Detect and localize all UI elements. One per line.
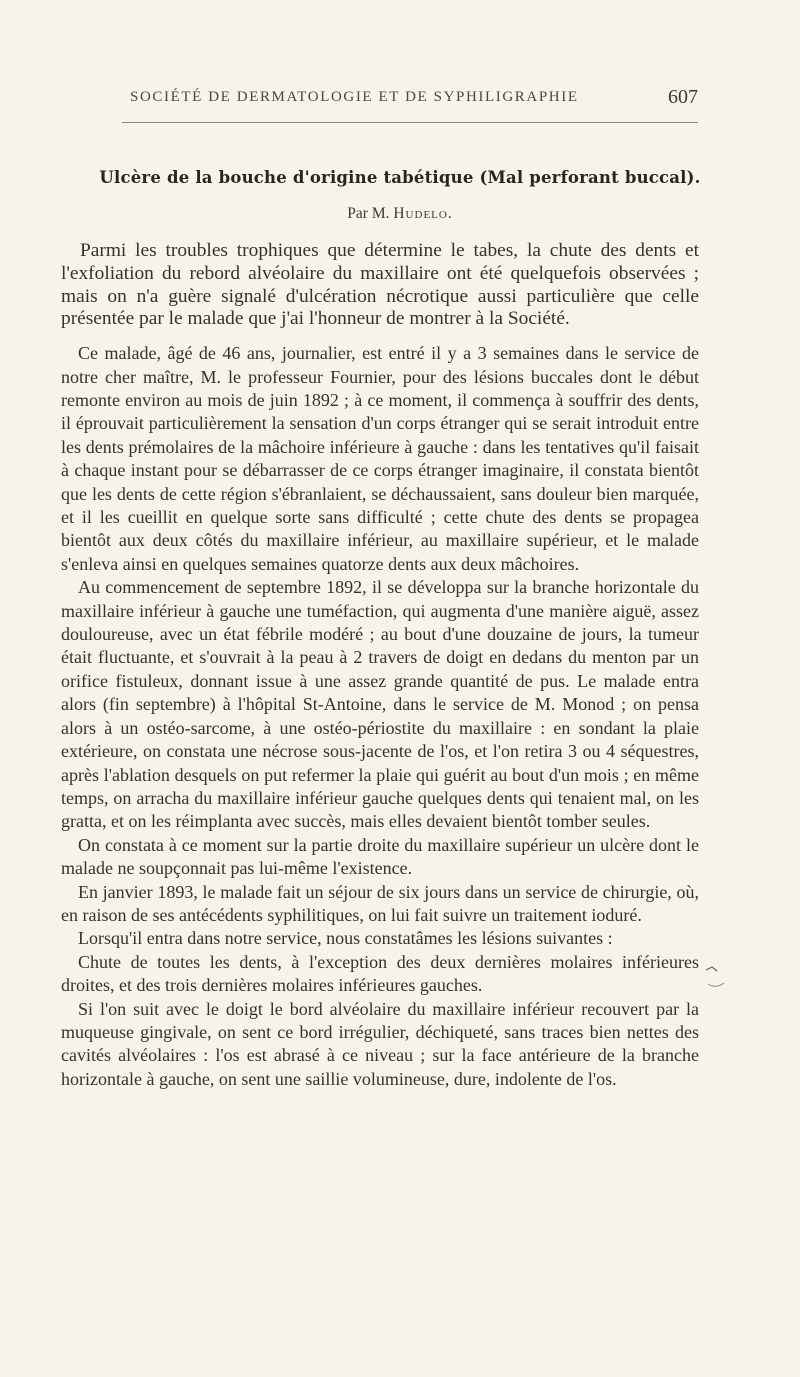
article-body bbox=[61, 240, 699, 1091]
article-title: Ulcère de la bouche d'origine tabétique (Mal perforant buccal). bbox=[99, 168, 701, 187]
paragraph: Si l'on suit avec le doigt le bord alvéolaire du maxillaire inférieur recouvert par la muqueuse gingivale, on sent ce bord irrégulier, déchiqueté, sans traces bien nettes des cavités alvéolaires : l'os est abrasé à ce niveau ; sur la face antérieure de la branche horizontale à gauche, on sent une saillie volumineuse, dure, indolente de l'os. bbox=[61, 998, 699, 1089]
author-name: Hudelo. bbox=[393, 205, 453, 222]
page-header bbox=[122, 86, 698, 120]
paragraph: Lorsqu'il entra dans notre service, nous constatâmes les lésions suivantes : bbox=[78, 928, 613, 949]
paragraph: Au commencement de septembre 1892, il se développa sur la branche horizontale du maxillaire inférieur à gauche une tuméfaction, qui augmenta d'une manière aiguë, assez douloureuse, avec un état fébrile modéré ; au bout d'une douzaine de jours, la tumeur était fluctuante, et s'ouvrait à la peau à 2 travers de doigt en dedans du menton par un orifice fistuleux, donnant issue à une assez grande quantité de pus. Le malade entra alors (fin septembre) à l'hôpital St-Antoine, dans le service de M. Monod ; on pensa alors à un ostéo-sarcome, à une ostéo-périostite du maxillaire : en sondant la plaie extérieure, on constata une nécrose sous-jacente de l'os, et l'on retira 3 ou 4 séquestres, après l'ablation desquels on put refermer la plaie qui guérit au bout d'un mois ; en même temps, on arracha du maxillaire inférieur gauche quelques dents qui tenaient mal, on les gratta, et on les réimplanta avec succès, mais elles devaient bientôt tomber seules. bbox=[61, 577, 699, 832]
paragraph: Chute de toutes les dents, à l'exception des deux dernières molaires inférieures droites, et des trois dernières molaires inférieures gauches. bbox=[61, 951, 699, 996]
margin-pencil-mark bbox=[704, 962, 726, 992]
page-number: 607 bbox=[668, 86, 698, 108]
paragraph: On constata à ce moment sur la partie droite du maxillaire supérieur un ulcère dont le malade ne soupçonnait pas lui-même l'existence. bbox=[61, 834, 699, 879]
header-rule bbox=[122, 122, 698, 123]
paragraph: Ce malade, âgé de 46 ans, journalier, est entré il y a 3 semaines dans le service de notre cher maître, M. le professeur Fournier, pour des lésions buccales dont le début remonte environ au mois de juin 1892 ; à ce moment, il commença à souffrir des dents, il éprouvait particulièrement la sensation d'un corps étranger qui se serait introduit entre les dents prémolaires de la mâchoire inférieure à gauche : dans les tentatives qu'il faisait à chaque instant pour se débarrasser de ce corps étranger imaginaire, il constata bientôt que les dents de cette région s'ébranlaient, se déchaussaient, sans douleur bien marquée, et il les cueillit en quelque sorte sans difficulté ; cette chute des dents se propagea bientôt aux deux côtés du maxillaire inférieur, au maxillaire supérieur, et le malade s'enleva ainsi en quelques semaines quatorze dents aux deux mâchoires. bbox=[61, 343, 699, 574]
paragraph: Parmi les troubles trophiques que détermine le tabes, la chute des dents et l'exfoliation du rebord alvéolaire du maxillaire ont été quelquefois observées ; mais on n'a guère signalé d'ulcération nécrotique aussi particulière que celle présentée par le malade que j'ai l'honneur de montrer à la Société. bbox=[61, 240, 699, 330]
running-head: SOCIÉTÉ DE DERMATOLOGIE ET DE SYPHILIGRAPHIE bbox=[130, 89, 579, 105]
paragraph: En janvier 1893, le malade fait un séjour de six jours dans un service de chirurgie, où, en raison de ses antécédents syphilitiques, on lui fait suivre un traitement ioduré. bbox=[61, 881, 699, 925]
author-prefix: Par M. bbox=[347, 205, 390, 222]
article-author bbox=[0, 205, 800, 223]
